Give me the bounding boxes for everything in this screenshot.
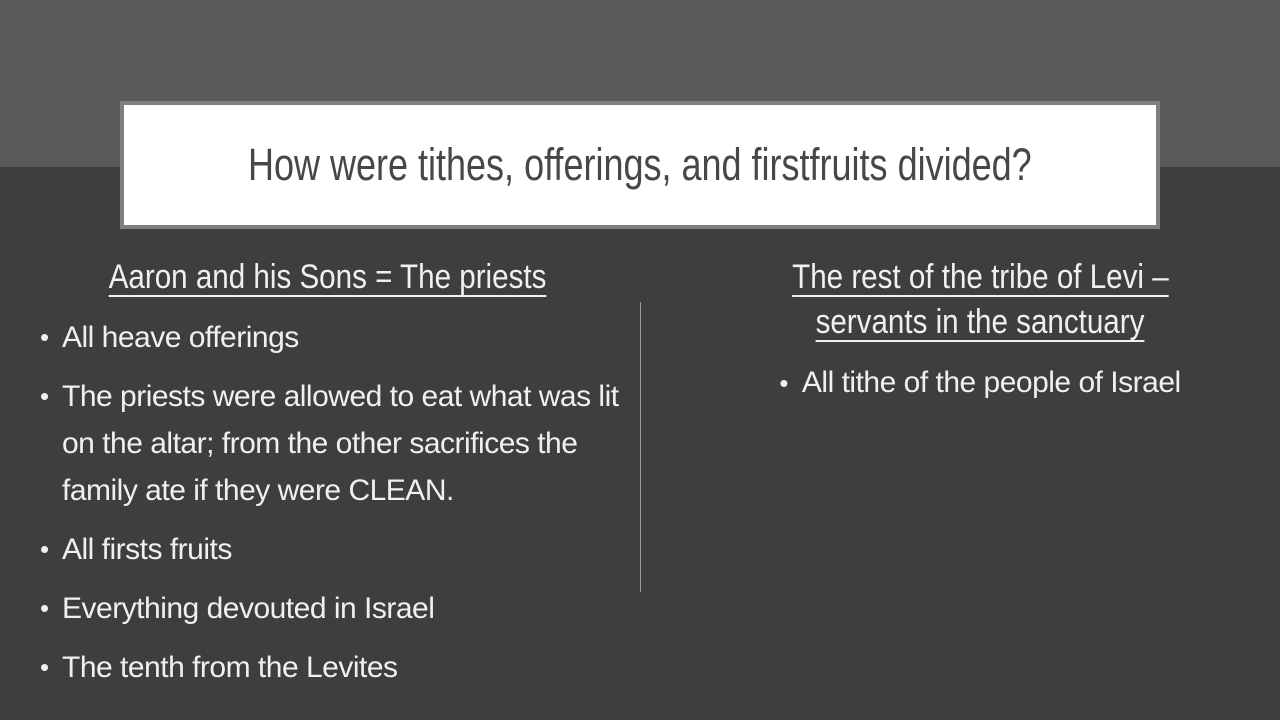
right-column-heading-line1: The rest of the tribe of Levi – [791,258,1169,296]
title-box [120,101,1160,229]
list-item: • Everything devouted in Israel [36,585,620,632]
left-column-heading-text: Aaron and his Sons = The priests [109,258,547,296]
left-bullet-list [36,314,620,691]
list-item: • All firsts fruits [36,526,620,573]
slide-title: How were tithes, offerings, and firstfruits divided? [248,139,1032,190]
heading-line [700,300,1260,345]
left-column-heading [36,255,620,300]
list-item: • The tenth from the Levites [36,644,620,691]
list-item: • All heave offerings [36,314,620,361]
right-column-heading-line2: servants in the sanctuary [815,303,1145,341]
list-item: • All tithe of the people of Israel [700,359,1260,407]
right-bullet-list [700,359,1260,407]
right-column-heading [700,255,1260,345]
column-divider [640,302,641,592]
right-column [700,255,1260,419]
left-column [36,255,620,703]
heading-line [700,255,1260,300]
list-item: • The priests were allowed to eat what was lit on the altar; from the other sacrifices the family ate if they were CLEAN. [36,373,620,514]
